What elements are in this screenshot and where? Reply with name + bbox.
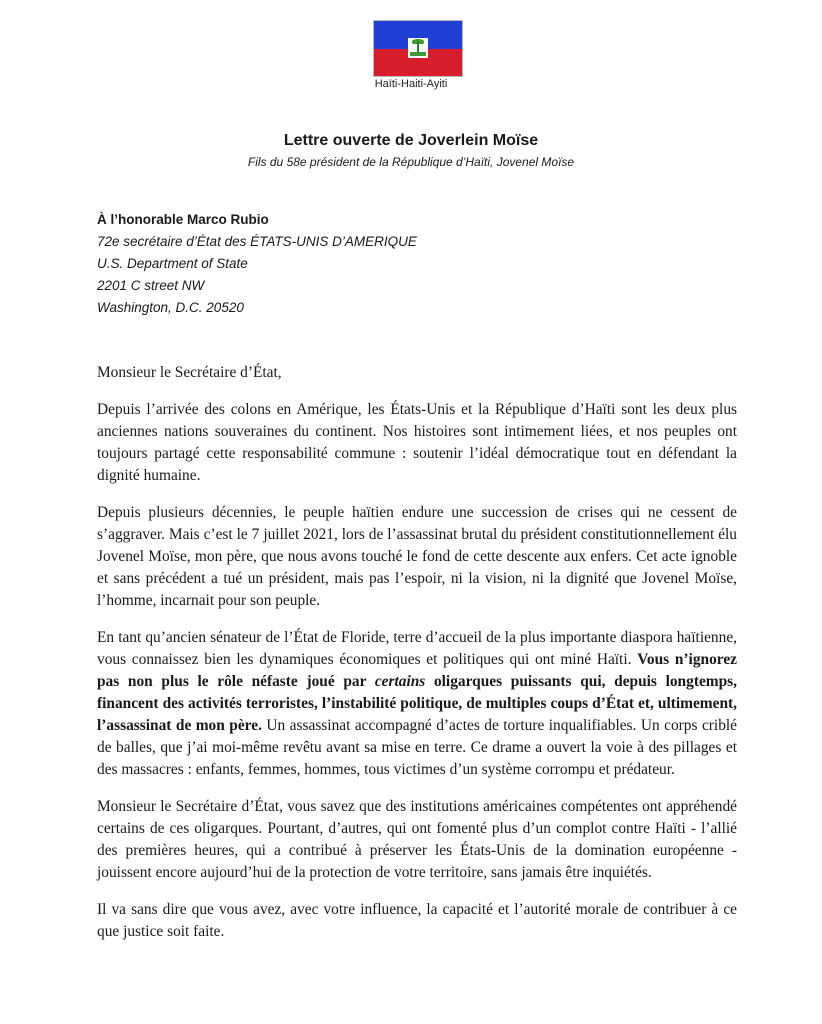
coat-ground <box>410 52 426 56</box>
country-caption: Haïti-Haiti-Ayiti <box>374 78 448 90</box>
paragraph-3-bold-italic: certains <box>374 673 426 690</box>
letter-title: Lettre ouverte de Joverlein Moïse <box>283 132 539 149</box>
coat-of-arms-icon <box>408 38 428 58</box>
recipient-line: U.S. Department of State <box>97 256 248 271</box>
paragraph-4: Monsieur le Secrétaire d’État, vous savez que des institutions américaines compétentes ont appréhendé certains de ces oligarques. Pourtant, d’autres, qui ont fomenté plus d’un complot contre Haïti - l’allié des premières heures, qui a contribué à préserver les États-Unis de la domination européenne - jouissent encore aujourd’hui de la protection de votre territoire, sans jamais être inquiétés. <box>97 798 737 881</box>
paragraph-1: Depuis l’arrivée des colons en Amérique, les États-Unis et la République d’Haïti sont les deux plus anciennes nations souveraines du continent. Nos histoires sont intimement liées, et nos peuples ont toujours partagé cette responsabilité commune : soutenir l’idéal démocratique tout en défendant la dignité humaine. <box>97 401 737 484</box>
recipient-line: 72e secrétaire d’État des ÉTATS-UNIS D’AMERIQUE <box>97 234 417 249</box>
letter-subtitle: Fils du 58e président de la République d’Haïti, Jovenel Moïse <box>247 155 575 169</box>
paragraph-5: Il va sans dire que vous avez, avec votre influence, la capacité et l’autorité morale de contribuer à ce que justice soit faite. <box>97 901 737 940</box>
paragraph-3-bold-2: oligarques puissants qui, depuis longtemps, financent des activités terroristes, l’instabilité politique, de multiples coups d’État et, ultimement, l’assassinat de mon père. <box>97 673 737 734</box>
haiti-flag-icon <box>373 20 463 77</box>
paragraph-3-intro: En tant qu’ancien sénateur de l’État de Floride, terre d’accueil de la plus importante diaspora haïtienne, vous connaissez bien les dynamiques économiques et politiques qui ont miné Haïti. <box>97 629 737 668</box>
paragraph-3-rest: Un assassinat accompagné d’actes de torture inqualifiables. Un corps criblé de balles, que j’ai moi-même revêtu avant sa mise en terre. Ce drame a ouvert la voie à des pillages et des massacres : enfants, femmes, hommes, tous victimes d’un système corrompu et prédateur. <box>97 717 737 778</box>
letter-body <box>97 362 737 958</box>
recipient-line: Washington, D.C. 20520 <box>97 300 244 315</box>
paragraph-3 <box>97 627 737 781</box>
paragraph-3-bold-1: Vous n’ignorez pas non plus le rôle néfaste joué par <box>97 651 738 690</box>
salutation: Monsieur le Secrétaire d’État, <box>97 364 282 381</box>
recipient-block <box>97 209 417 319</box>
paragraph-2: Depuis plusieurs décennies, le peuple haïtien endure une succession de crises qui ne cessent de s’aggraver. Mais c’est le 7 juillet 2021, lors de l’assassinat brutal du président constitutionnellement élu Jovenel Moïse, mon père, que nous avons touché le fond de cette descente aux enfers. Cet acte ignoble et sans précédent a tué un président, mais pas l’espoir, ni la vision, ni la dignité que Jovenel Moïse, l’homme, incarnait pour son peuple. <box>97 504 737 609</box>
recipient-name: À l’honorable Marco Rubio <box>97 212 269 227</box>
recipient-line: 2201 C street NW <box>97 278 205 293</box>
